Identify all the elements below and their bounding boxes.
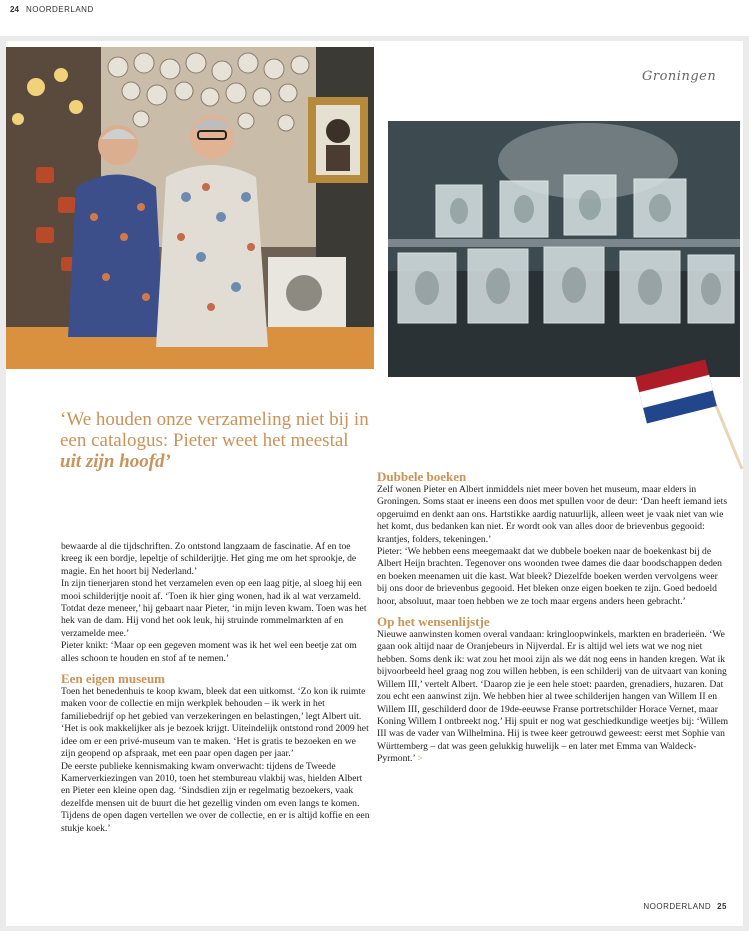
paragraph-pieter-nods: Pieter knikt: ‘Maar op een gegeven moment was ik het wel een beetje zat om alles schoon te houden en stof af te nemen.’ [61, 640, 357, 664]
section-heading-wishlist: Op het wensenlijstje [377, 614, 490, 630]
paragraph-wishlist-text: Nieuwe aanwinsten komen overal vandaan: kringloopwinkels, markten en braderieën. ‘We gaan ook altijd naar de Oranjebeurs in Nijverdal. Er is altijd wel iets wat we nog niet hebben. Soms denk ik: wat zou het mooi zijn als we dát nog eens in handen kregen. Wat ik bijvoorbeeld heel graag nog zou willen hebben, is een schilderij van de uitvaart van koning Willem III,’ vertelt Albert. ‘Daarop zie je een hele stoet: paarden, grenadiers, huzaren. Dat zou echt een aanwinst zijn. We hebben hier al twee schilderijen hangen van Willem II en Willem III, geschilderd door de 19de-eeuwse Franse portretschilder Horace Vernet, maar Koning Willem I ontbreekt nog.’ Hij spuit er nog wat geschiedkundige weetjes bij: ‘Willem III was de vader van Wilhelmina. Hij is twee keer getrouwd geweest: eerst met Sophie van Württemberg – dat was geen gelukkig huwelijk – en later met Emma van Waldeck-Pyrmont.’ [377, 629, 729, 765]
paragraph-living: Zelf wonen Pieter en Albert inmiddels niet meer boven het museum, maar elders in Groningen. Soms staat er ineens een doos met spullen voor de deur: ‘Dan heeft iemand iets opgeruimd en denkt aan ons. Hartstikke aardig natuurlijk, alleen weet je vaak niet van wie het komt, dus bedanken kan niet. Er wordt ook van alles door de brievenbus gegooid: krantjes, folders, tekeningen.’ [377, 484, 728, 545]
paragraph-wishlist [377, 629, 729, 765]
paragraph-museum: Toen het benedenhuis te koop kwam, bleek dat een uitkomst. ‘Zo kon ik ruimte maken voor de collectie en mijn werkplek behouden – ik werk in het familiebedrijf op het gebied van verzekeringen en belastingen,’ legt Albert uit. ‘Het is ook makkelijker als je bezoek krijgt. Uiteindelijk ontstond rond 2009 het idee om er een privé-museum van te maken. ‘Het is gratis te bezoeken en we zijn geopend op afspraak, met een paar open dagen per jaar.’ [61, 686, 369, 760]
photo-crystal-illustration [388, 121, 740, 377]
photo-crystal-blocks [388, 121, 740, 377]
section-heading-museum: Een eigen museum [61, 671, 165, 687]
pull-quote [60, 409, 380, 472]
pull-quote-emphasis: uit zijn hoofd’ [60, 451, 171, 472]
paragraph-double-books: Pieter: ‘We hebben eens meegemaakt dat we dubbele boeken naar de boekenkast bij de Albert Heijn brachten. Tegenover ons woonden twee dames die daar boodschappen deden en boeken meenamen uit die kast. Wat bleek? Diezelfde boeken werden vervolgens weer bij ons door de brievenbus gegooid. Het bleken onze eigen boeken te zijn. Goed bedoeld hoor, absoluut, maar toen hebben we ze toch maar ergens anders heen gebracht.’ [377, 546, 722, 607]
right-column [377, 469, 729, 766]
magazine-page [6, 41, 743, 926]
previous-page-strip [0, 0, 749, 36]
footer-page-number: 25 [717, 902, 727, 911]
paragraph-intro: bewaarde al die tijdschriften. Zo ontstond langzaam de fascinatie. Af en toe kreeg ik een bordje, lepeltje of schilderijtje. Het ging me om het sprookje, de magie. En het hoort bij Nederland.’ [61, 541, 357, 577]
page-footer [643, 902, 727, 911]
previous-page-number: 24 [10, 5, 19, 14]
left-column [61, 541, 371, 835]
footer-magazine: NOORDERLAND [643, 902, 712, 911]
previous-page-magazine: NOORDERLAND [26, 5, 94, 14]
dutch-flag-icon [638, 351, 743, 471]
paragraph-first-open-day: De eerste publieke kennismaking kwam onverwacht: tijdens de Tweede Kamerverkiezingen van 2010, toen het stembureau vlakbij was, hielden Albert en Pieter een kleine open dag. ‘Sindsdien zijn er regelmatig bezoekers, vaak dezelfde mensen uit de buurt die het gezellig vinden om even langs te komen. Tijdens de open dagen vertellen we over de collectie, en er is altijd koffie en een stukje koek.’ [61, 760, 370, 834]
region-label: Groningen [642, 69, 717, 84]
photo-collectors-illustration [6, 47, 374, 369]
pull-quote-text: ‘We houden onze verzameling niet bij in een catalogus: Pieter weet het meestal [60, 409, 369, 451]
paragraph-teen-years: In zijn tienerjaren stond het verzamelen even op een laag pitje, al sloeg hij een mooi schilderijtje nooit af. ‘Toen ik hier ging wonen, had ik al wat verzameld. Totdat deze meneer,’ hij gebaart naar Pieter, ‘in mijn leven kwam. Toen was het hek van de dam. Hij vond het ook leuk, hij struinde rommelmarkten af en verzamelde mee.’ [61, 578, 367, 639]
section-heading-double-books: Dubbele boeken [377, 469, 467, 484]
continue-arrow-icon: > [417, 753, 423, 765]
photo-collectors [6, 47, 374, 369]
